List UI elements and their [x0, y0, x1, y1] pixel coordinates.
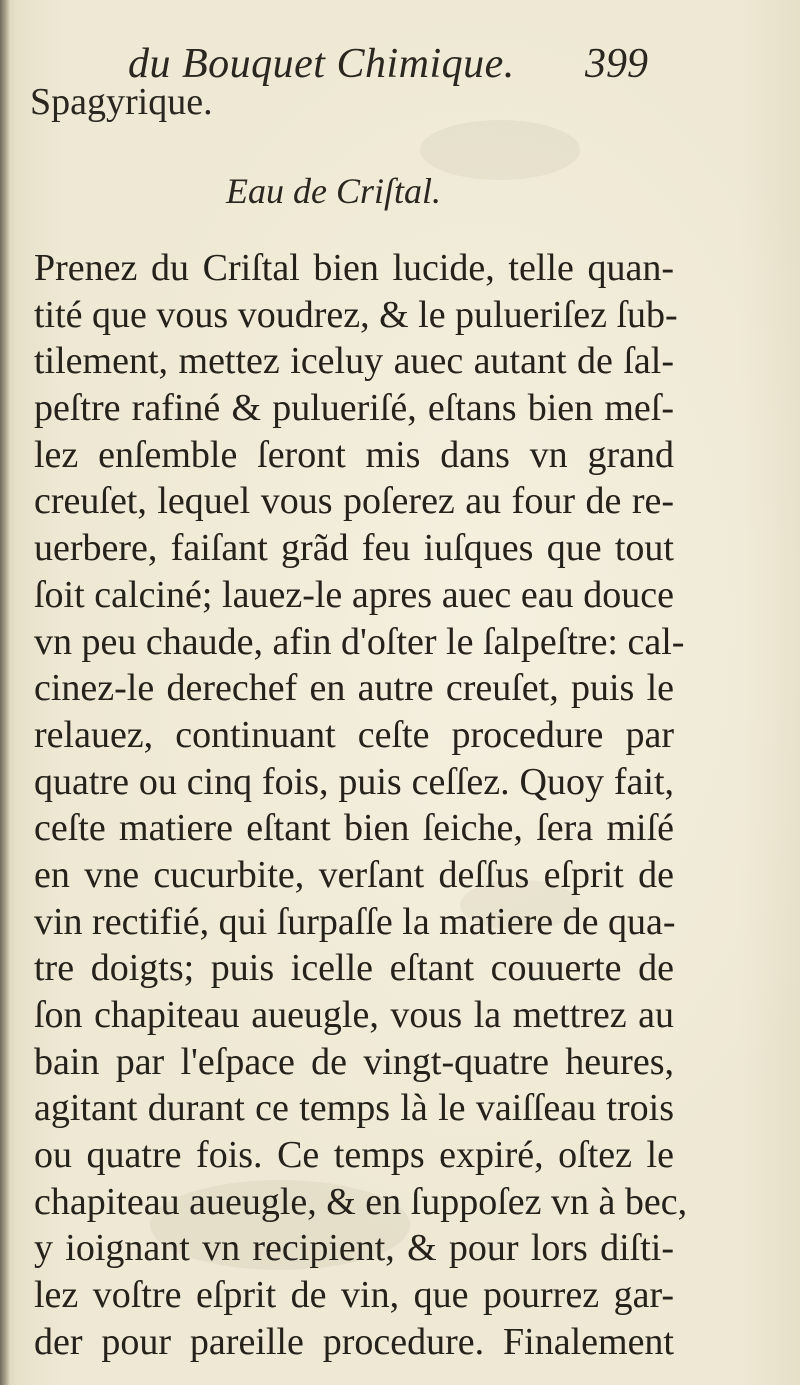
- continued-word: Spagyrique.: [30, 81, 213, 123]
- text-line: en vne cucurbite, verſant deſſus eſprit de: [34, 853, 674, 896]
- text-line: bain par l'eſpace de vingt-quatre heures,: [34, 1040, 674, 1083]
- text-line: Prenez du Criſtal bien lucide, telle quan-: [34, 247, 674, 289]
- text-line: creuſet, lequel vous poſerez au four de re-: [34, 480, 674, 523]
- page-number: 399: [585, 41, 648, 87]
- text-line: ſoit calciné; lauez-le apres auec eau douce: [34, 573, 674, 616]
- text-line: relauez, continuant ceſte procedure par: [34, 713, 674, 756]
- running-title: du Bouquet Chimique.: [128, 41, 515, 87]
- text-line: tité que vous voudrez, & le pulueriſez ſub-: [34, 293, 678, 336]
- text-line: vin rectifié, qui ſurpaſſe la matiere de qua-: [34, 900, 676, 943]
- text-line: chapiteau aueugle, & en ſuppoſez vn à bec,: [34, 1180, 688, 1223]
- text-line: cinez-le derechef en autre creuſet, puis le: [34, 667, 674, 710]
- text-line: quatre ou cinq fois, puis ceſſez. Quoy fait,: [34, 760, 674, 803]
- page-gutter-shadow: [0, 0, 10, 1385]
- text-line: lez enſemble ſeront mis dans vn grand: [34, 433, 674, 476]
- paper-stain: [420, 120, 580, 180]
- text-line: ſon chapiteau aueugle, vous la mettrez au: [34, 994, 674, 1036]
- text-line: y ioignant vn recipient, & pour lors diſti-: [34, 1227, 674, 1270]
- text-line: tilement, mettez iceluy auec autant de ſal-: [34, 340, 674, 383]
- text-line: tre doigts; puis icelle eſtant couuerte de: [34, 947, 674, 990]
- body-paragraph: [34, 245, 688, 1366]
- text-line: der pour pareille procedure. Finalement: [34, 1320, 674, 1363]
- text-line: agitant durant ce temps là le vaiſſeau trois: [34, 1087, 674, 1130]
- text-line: peſtre rafiné & pulueriſé, eſtans bien meſ-: [34, 387, 674, 430]
- text-line: ou quatre fois. Ce temps expiré, oſtez le: [34, 1134, 674, 1177]
- text-line: lez voſtre eſprit de vin, que pourrez gar-: [34, 1274, 674, 1317]
- text-line: uerbere, faiſant grãd feu iuſques que tout: [34, 527, 674, 570]
- text-line: ceſte matiere eſtant bien ſeiche, ſera miſé: [34, 807, 674, 850]
- section-heading: Eau de Criſtal.: [226, 171, 441, 211]
- text-line: vn peu chaude, afin d'oſter le ſalpeſtre: cal-: [34, 620, 685, 663]
